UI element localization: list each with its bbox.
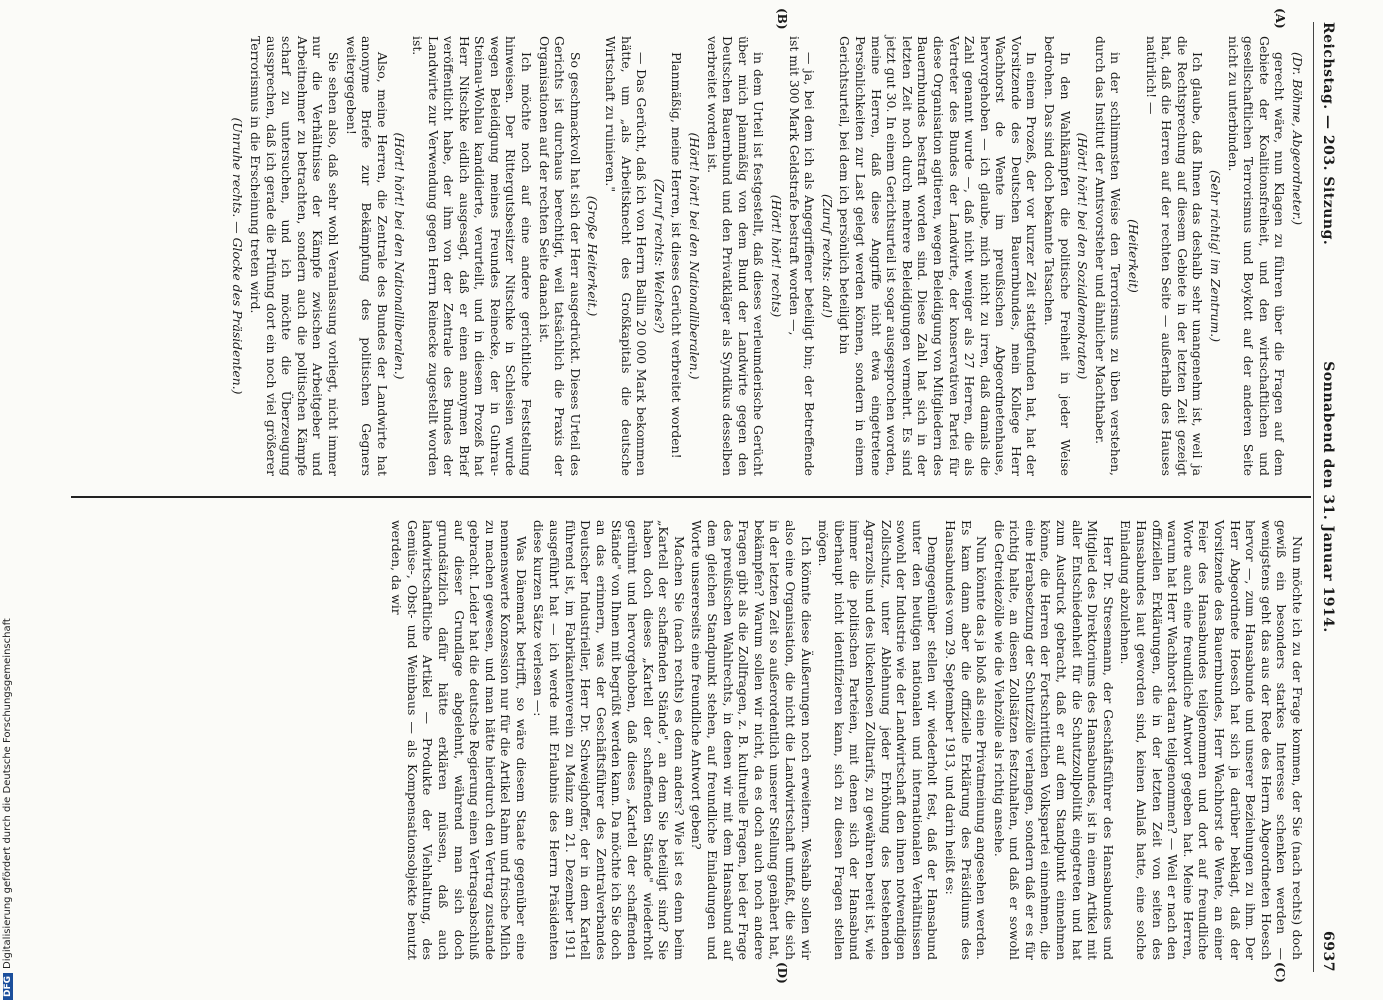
footer-credit	[2, 0, 16, 1000]
paragraph: Machen Sie (nach rechts) es denn anders? Wie ist es denn beim „Kartell der schaffenden Stände", an dem Sie beteiligt sind? Sie haben doch dieses „Kartell der schaffenden Stände" wiederholt gerühmt und hervorgehoben, daß dieses „Kartell der schaffenden Stände" von Ihnen mit begrüßt werden kann. Da möchte ich Sie doch an das erinnern, was der Geschäftsführer des Zentralverbandes Deutscher Industrieller, Herr Dr. Schweighoffer, der in dem Kartell führend ist, im Fabrikantenverein zu Mainz am 21. Dezember 1911 ausgeführt hat — ich werde mit Erlaubnis des Herrn Präsidenten diese kurzen Sätze verlesen —:	[531, 520, 687, 960]
page-number: 6937	[1320, 931, 1336, 972]
interjection: (Zuruf rechts: Welches?)	[651, 178, 667, 334]
paragraph: So geschmackvoll hat sich der Herr ausgedrückt. Dieses Urteil des Gerichts ist durchaus berechtigt, weil tatsächlich die Praxis der Organisationen auf der rechten Seite danach ist.	[536, 36, 583, 476]
interjection: (Sehr richtig! im Zentrum.)	[1208, 169, 1224, 343]
interjection: (Zuruf rechts: aha!)	[819, 193, 835, 319]
paragraph: in dem Urteil ist festgestellt, daß dieses verleumderische Gerücht über mich planmäßig von dem Bund der Landwirte gegen den Deutschen Bauernbund und den Privatkläger als Syndikus desselben verbreitet worden ist.	[704, 36, 767, 476]
paragraph: Ich möchte noch auf eine andere gerichtliche Feststellung hinweisen. Der Rittergutsbesitzer Nitschke in Schlesien wurde wegen Beleidigung meines Freundes Reinecke, der in Guhrau-Steinau-Wohlau kandidierte, verurteilt, und in diesem Prozeß hat Herr Nitschke eidlich ausgesagt, daß er einen anonymen Brief veröffentlicht habe, der ihm von der Zentrale des Bundes der Landwirte zur Verwendung gegen Herrn Reinecke zugestellt worden ist.	[409, 36, 535, 476]
paragraph: Ich glaube, daß Ihnen das deshalb sehr unangenehm ist, weil ja die Rechtsprechung auf diesem Gebiete in der letzten Zeit gezeigt hat, daß die Herren auf der rechten Seite — außerhalb des Hauses natürlich! —	[1143, 36, 1206, 476]
dfg-logo: DFG	[3, 973, 13, 1000]
interjection: (Unruhe rechts. — Glocke des Präsidenten.)	[230, 117, 246, 395]
margin-mark-b: (B)	[775, 8, 789, 30]
header-date: Sonnabend den 31. Januar 1914.	[1320, 361, 1336, 633]
paragraph: — Das Gerücht, daß ich von Herrn Ballin 20 000 Mark bekommen hätte, um „als Arbeitsknecht des Großkapitals die deutsche Wirtschaft zu ruinieren."	[603, 36, 650, 476]
interjection: (Hört! hört! rechts)	[769, 194, 784, 318]
interjection: (Hört! hört! bei den Sozialdemokraten)	[1075, 132, 1091, 380]
footer-text: Digitalisierung gefördert durch die Deutsche Forschungsgemeinschaft	[2, 618, 13, 969]
speaker-label: (Dr. Böhme, Abgeordneter.)	[1290, 52, 1305, 226]
interjection: (Heiterkeit)	[1126, 219, 1142, 293]
header-rule	[1313, 22, 1314, 972]
header-left: Reichstag. — 203. Sitzung.	[1320, 22, 1336, 246]
margin-mark-d: (D)	[775, 962, 789, 984]
page-header	[1313, 22, 1335, 972]
interjection: (Große Heiterkeit.)	[585, 195, 601, 317]
right-column	[387, 520, 1305, 960]
left-column	[228, 36, 1305, 476]
column-rule	[71, 496, 1311, 498]
paragraph: Was Dänemark betrifft, so wäre diesem Staate gegenüber eine nennenswerte Konzession nur für die Artikel Rahm und frische Milch zu machen gewesen, und man hätte hierdurch den Vertrag zustande gebracht. Leider hat die deutsche Regierung einen Vertragsabschluß auf dieser Grundlage abgelehnt, während man sich doch grundsätzlich dafür hätte erklären müssen, daß auch landwirtschaftliche Artikel — Produkte der Viehhaltung, des Gemüse-, Obst- und Weinbaus — als Kompensationsobjekte benutzt werden, da wir	[389, 520, 529, 960]
paragraph: gerecht wäre, nun Klagen zu führen über die Fragen auf dem Gebiete der Koalitionsfreiheit, und den wirtschaftlichen und gesellschaftlichen Terrorismus und Boykott auf der anderen Seite nicht zu unterbinden.	[1225, 36, 1288, 476]
paragraph: In einem Prozeß, der vor kurzer Zeit stattgefunden hat, hat der Vorsitzende des Deutschen Bauernbundes, mein Kollege Herr Wachhorst de Wente im preußischen Abgeordnetenhause, hervorgehoben — ich glaube, mich nicht zu irren, daß damals die Zahl genannt wurde —, daß nicht weniger als 27 Herren, die als Vertreter des Bundes der Landwirte, der konservativen Partei für diese Organisation agitieren, wegen Beleidigung von Mitgliedern des Bauernbundes bestraft worden sind. Diese Zahl hat sich in der letzten Zeit noch durch mehrere Beleidigungen vermehrt. Es sind jetzt gut 30. In einem Gerichtsurteil ist sogar ausgesprochen worden, meine Herren, daß diese Angriffe nicht etwa eingetretene Persönlichkeiten zur Last gelegt werden können, sondern in einem Gerichtsurteil, bei dem ich persönlich beteiligt bin	[837, 36, 1040, 476]
paragraph: — ja, bei dem ich als Angegriffener beteiligt bin; der Betreffende ist mit 300 Mark Geldstrafe bestraft worden —,	[786, 36, 818, 476]
paragraph: Planmäßig, meine Herren, ist dieses Gerücht verbreitet worden!	[669, 52, 685, 459]
paragraph: In den Wahlkämpfen die politische Freiheit in jeder Weise bedrohen. Das sind doch bekannte Tatsachen.	[1042, 36, 1073, 476]
paragraph: Sie sehen also, daß sehr wohl Veranlassung vorliegt, nicht immer nur die Verhältnisse der Kämpfe zwischen Arbeitgeber und Arbeitnehmer zu betrachten, sondern auch die politischen Kämpfe scharf zu untersuchen, und ich möchte die Überzeugung aussprechen, daß ich gerade die Prüfung dort ein noch viel größerer Terrorismus in die Erscheinung treten wird.	[248, 36, 341, 476]
paragraph: in der schlimmsten Weise den Terrorismus zu üben verstehen, durch das Institut der Amtsvorsteher und ähnlicher Machthaber.	[1092, 36, 1124, 476]
interjection: (Hört! hört! bei den Nationalliberalen.)	[687, 132, 703, 380]
paragraph: Nun könnte das ja bloß als eine Privatmeinung angesehen werden. Es kam dann aber die offizielle Erklärung des Präsidiums des Hansabundes vom 29. September 1913, und darin heißt es:	[942, 520, 990, 960]
paragraph: Herr Dr. Stresemann, der Geschäftsführer des Hansabundes und Mitglied des Direktoriums des Hansabundes, ist in einem Artikel mit aller Entschiedenheit für die Schutzzollpolitik eingetreten und hat zum Ausdruck gebracht, daß er auf dem Standpunkt einnehmen könne, die Herren der Fortschrittlichen Volkspartei einnehmen, die eine Herabsetzung der Schutzzölle verlangen, sondern daß er es für richtig halte, an diesen Zollsätzen festzuhalten, und daß er sowohl die Getreidezölle wie die Viehzölle als richtig ansehe.	[991, 520, 1116, 960]
paragraph: Also, meine Herren, die Zentrale des Bundes der Landwirte hat anonyme Briefe zur Bekämpfung des politischen Gegners weitergegeben!	[343, 36, 390, 476]
paragraph: Nun möchte ich zu der Frage kommen, der Sie (nach rechts) doch gewiß ein besonders starkes Interesse schenken werden — wenigstens geht das aus der Rede des Herrn Abgeordneten Hoesch hervor —, zum Hansabunde und unserer Beziehungen zu ihm. Der Herr Abgeordnete Hoesch hat sich ja darüber beklagt, daß der Vorsitzende des Bauernbundes, Herr Wachhorst de Wente, an einer Feier des Hansabundes teilgenommen und dort auf freundliche Worte auch eine freundliche Antwort gegeben hat. Meine Herren, warum hat Herr Wachhorst daran teilgenommen? — Weil er nach den offiziellen Erklärungen, die in der letzten Zeit von seiten des Hansabundes laut geworden sind, keinen Anlaß hatte, eine solche Einladung abzulehnen.	[1118, 520, 1305, 960]
paragraph: Demgegenüber stellen wir wiederholt fest, daß der Hansabund unter den heutigen nationalen und internationalen Verhältnissen sowohl der Industrie wie der Landwirtschaft den ihnen notwendigen Zollschutz, unter Ablehnung jeder Erhöhung des bestehenden Agrarzolls und des lückenlosen Zolltarifs, zu gewähren bereit ist, wie immer die politischen Parteien, mit denen sich der Hansabund überhaupt nicht identifizieren kann, sich zu diesen Fragen stellen mögen.	[816, 520, 941, 960]
margin-mark-a: (A)	[1273, 8, 1287, 29]
margin-mark-c: (C)	[1273, 962, 1287, 983]
interjection: (Hört! hört! bei den Nationalliberalen.)	[392, 132, 408, 380]
newspaper-page	[65, 8, 1336, 984]
paragraph: Ich könnte diese Äußerungen noch erweitern. Weshalb sollen wir also eine Organisation, die nicht die Landwirtschaft umfaßt, die sich in der letzten Zeit so außerordentlich unserer Stellung genähert hat, bekämpfen? Warum sollen wir nicht, da es doch auch noch andere Fragen gibt als die Zollfragen, z. B. kulturelle Fragen, bei der Frage des preußischen Wahlrechts, in denen wir mit dem Hansabund auf dem gleichen Standpunkt stehen, auf freundliche Einladungen und Worte unsererseits eine freundliche Antwort geben?	[689, 520, 814, 960]
